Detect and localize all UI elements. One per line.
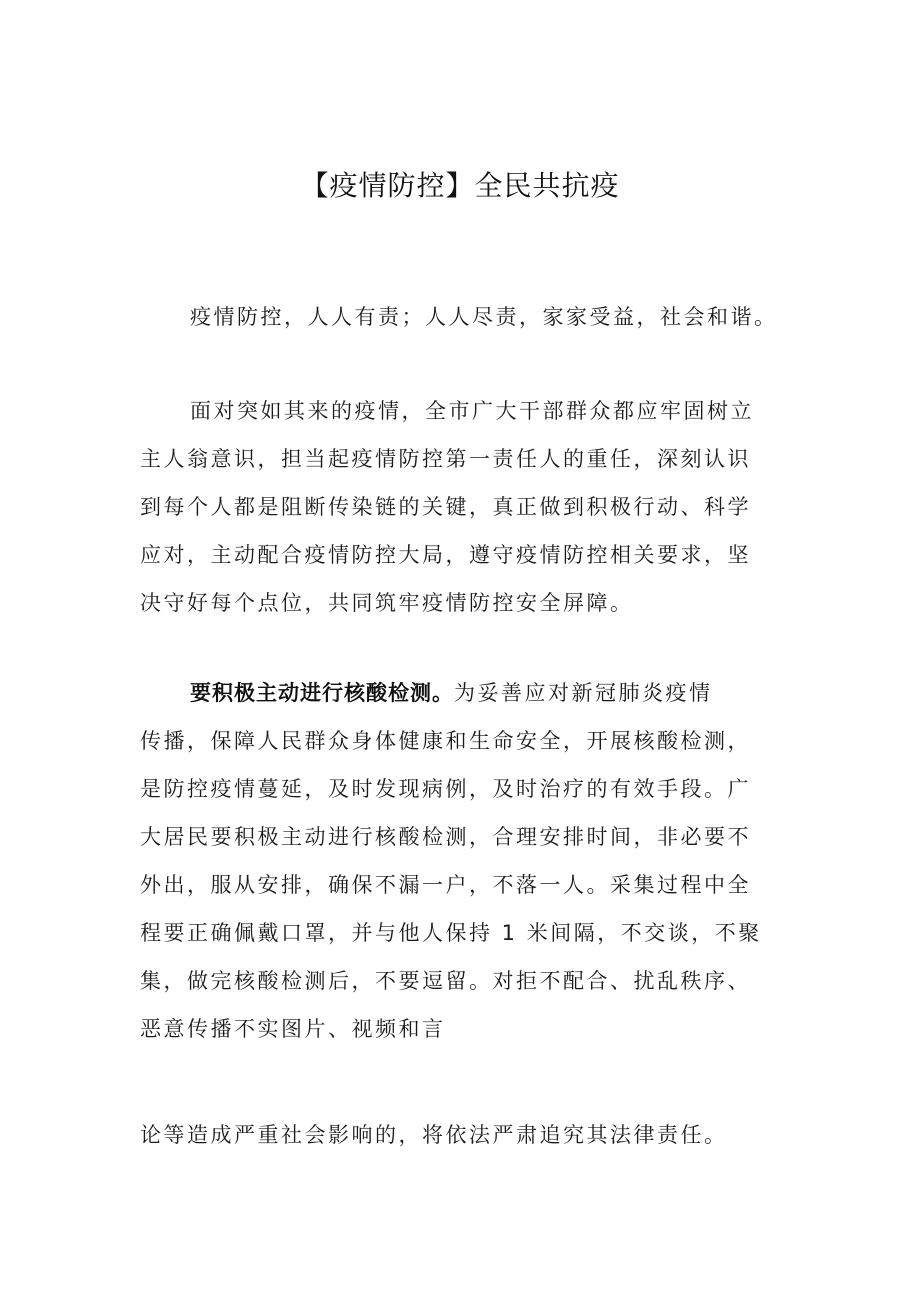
paragraph-2-line-2: 主人翁意识，担当起疫情防控第一责任人的重任，深刻认识 — [140, 447, 751, 471]
document-title: 【疫情防控】全民共抗疫 — [300, 169, 620, 202]
paragraph-3-line-6: 程要正确佩戴口罩，并与他人保持 1 米间隔，不交谈，不聚 — [140, 921, 762, 945]
paragraph-3-line-1-rest: 为妥善应对新冠肺炎疫情 — [454, 681, 713, 705]
paragraph-2-line-4: 应对，主动配合疫情防控大局，遵守疫情防控相关要求，坚 — [140, 543, 751, 567]
paragraph-2-line-5: 决守好每个点位，共同筑牢疫情防控安全屏障。 — [140, 591, 634, 615]
paragraph-2-line-1: 面对突如其来的疫情，全市广大干部群众都应牢固树立 — [190, 399, 754, 423]
paragraph-3-line-4: 大居民要积极主动进行核酸检测，合理安排时间，非必要不 — [140, 825, 751, 849]
paragraph-3-line-3: 是防控疫情蔓延，及时发现病例，及时治疗的有效手段。广 — [140, 777, 751, 801]
paragraph-3-line-1 — [140, 669, 790, 717]
paragraph-3-line-2: 传播，保障人民群众身体健康和生命安全，开展核酸检测， — [140, 729, 751, 753]
paragraph-3-line-5: 外出，服从安排，确保不漏一户，不落一人。采集过程中全 — [140, 873, 751, 897]
paragraph-3-line-7: 集，做完核酸检测后，不要逗留。对拒不配合、扰乱秩序、 — [140, 969, 751, 993]
paragraph-2 — [140, 387, 790, 627]
paragraph-1-text: 疫情防控，人人有责；人人尽责，家家受益，社会和谐。 — [190, 305, 778, 329]
paragraph-3-lead-sentence: 要积极主动进行核酸检测。 — [190, 681, 454, 705]
paragraph-4-text: 论等造成严重社会影响的，将依法严肃追究其法律责任。 — [140, 1123, 728, 1147]
paragraph-3-line-8: 恶意传播不实图片、视频和言 — [140, 1017, 446, 1041]
paragraph-1 — [140, 293, 790, 341]
paragraph-4 — [140, 1111, 790, 1159]
paragraph-2-line-3: 到每个人都是阻断传染链的关键，真正做到积极行动、科学 — [140, 495, 751, 519]
paragraph-3 — [140, 669, 790, 1053]
